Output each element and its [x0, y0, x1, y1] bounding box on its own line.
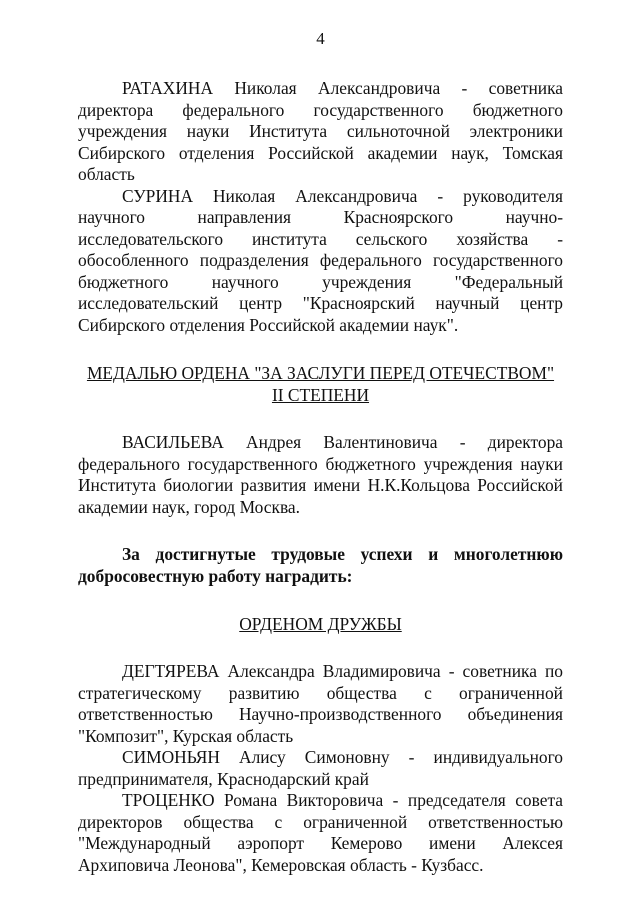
medal-heading — [78, 362, 563, 406]
decree-statement: За достигнутые трудовые успехи и многолетнюю добросовестную работу наградить: — [78, 544, 563, 586]
award-paragraph-ratakhin: РАТАХИНА Николая Александровича - советника директора федерального государственного бюджетного учреждения науки Института сильноточной электроники Сибирского отделения Российской академии наук, Томская область — [78, 78, 563, 184]
order-heading: ОРДЕНОМ ДРУЖБЫ — [239, 614, 402, 634]
document-page — [78, 26, 563, 876]
award-paragraph-simonyan: СИМОНЬЯН Алису Симоновну - индивидуального предпринимателя, Краснодарский край — [78, 747, 563, 789]
award-paragraph-trotsenko: ТРОЦЕНКО Романа Викторовича - председателя совета директоров общества с ограниченной ответственностью "Международный аэропорт Кемерово имени Алексея Архиповича Леонова", Кемеровская область - Кузбасс. — [78, 790, 563, 875]
page-number: 4 — [316, 29, 325, 48]
medal-heading-line-2: II СТЕПЕНИ — [271, 385, 370, 405]
award-paragraph-vasilyev: ВАСИЛЬЕВА Андрея Валентиновича - директора федерального государственного бюджетного учреждения науки Института биологии развития имени Н.К.Кольцова Российской академии наук, город Москва. — [78, 432, 563, 517]
award-paragraph-surin: СУРИНА Николая Александровича - руководителя научного направления Красноярского научно-исследовательского института сельского хозяйства - обособленного подразделения федерального государственного бюджетного научного учреждения "Федеральный исследовательский центр "Красноярский научный центр Сибирского отделения Российской академии наук". — [78, 185, 563, 335]
award-paragraph-degtyarev: ДЕГТЯРЕВА Александра Владимировича - советника по стратегическому развитию общества с ограниченной ответственностью Научно-производственного объединения "Композит", Курская область — [78, 661, 563, 746]
medal-heading-line-1: МЕДАЛЬЮ ОРДЕНА "ЗА ЗАСЛУГИ ПЕРЕД ОТЕЧЕСТВОМ" — [86, 363, 555, 383]
